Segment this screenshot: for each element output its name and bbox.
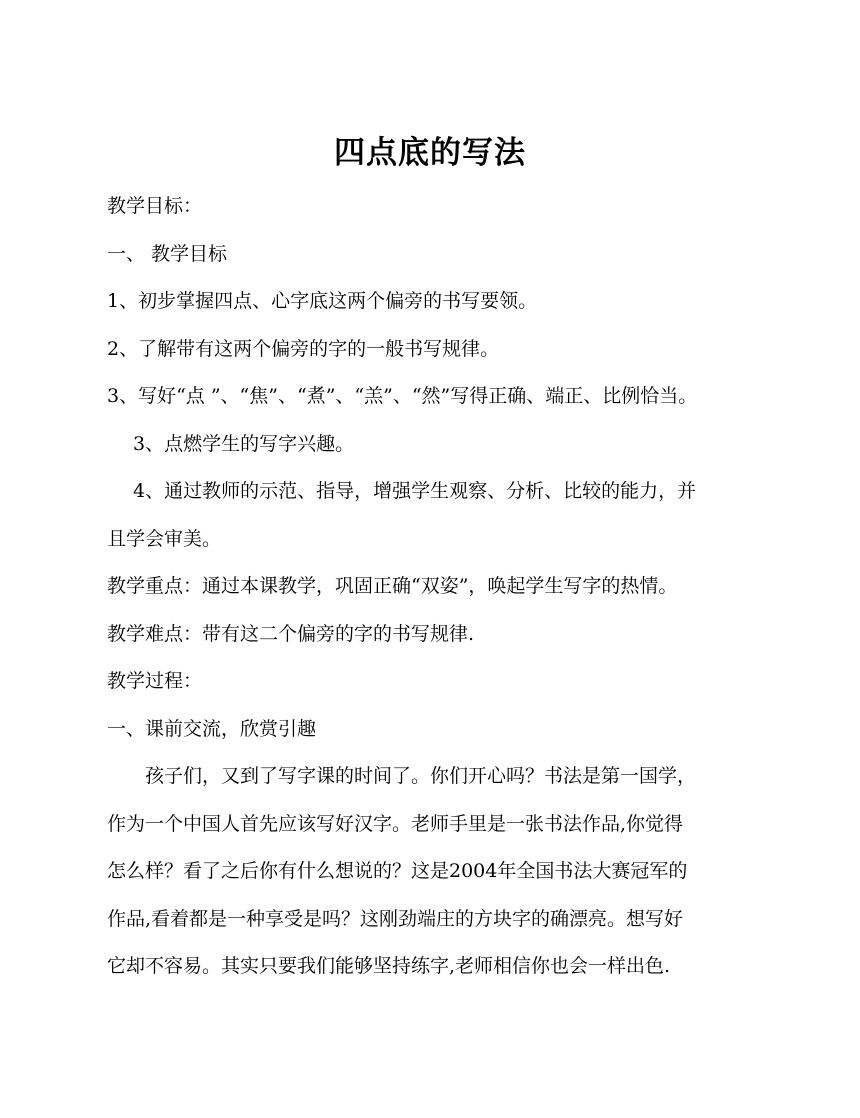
key-point: 教学重点：通过本课教学，巩固正确“双姿”，唤起学生写字的热情。 [107,575,678,597]
section-heading-process: 教学过程： [107,670,203,692]
objective-item-3: 3、写好“点 ”、“焦”、“煮”、“羔”、“然”写得正确、端正、比例恰当。 [107,385,698,407]
paragraph-line: 孩子们，又到了写字课的时间了。你们开心吗？书法是第一国学， [145,765,697,787]
objective-item-3b: 3、点燃学生的写字兴趣。 [133,432,355,455]
paragraph-line: 它却不容易。其实只要我们能够坚持练字,老师相信你也会一样出色. [107,955,671,977]
paragraph-line: 作品,看着都是一种享受是吗？这刚劲端庄的方块字的确漂亮。想写好 [107,907,684,930]
objective-item-2: 2、了解带有这两个偏旁的字的一般书写规律。 [107,337,500,360]
process-step-1-heading: 一、课前交流，欣赏引趣 [107,717,317,740]
objective-item-1: 1、初步掌握四点、心字底这两个偏旁的书写要领。 [107,290,538,312]
paragraph-line: 怎么样？看了之后你有什么想说的？这是2004年全国书法大赛冠军的 [107,860,688,882]
paragraph-line: 作为一个中国人首先应该写好汉字。老师手里是一张书法作品,你觉得 [107,812,684,835]
difficult-point: 教学难点：带有这二个偏旁的字的书写规律. [107,622,475,645]
section-heading-objectives: 教学目标： [107,195,203,217]
document-body [107,183,755,991]
document-title: 四点底的写法 [334,135,526,171]
objective-item-4-cont: 且学会审美。 [107,527,222,550]
objective-item-4: 4、通过教师的示范、指导，增强学生观察、分析、比较的能力，并 [133,480,697,502]
subheading-objectives: 一、 教学目标 [107,242,228,265]
